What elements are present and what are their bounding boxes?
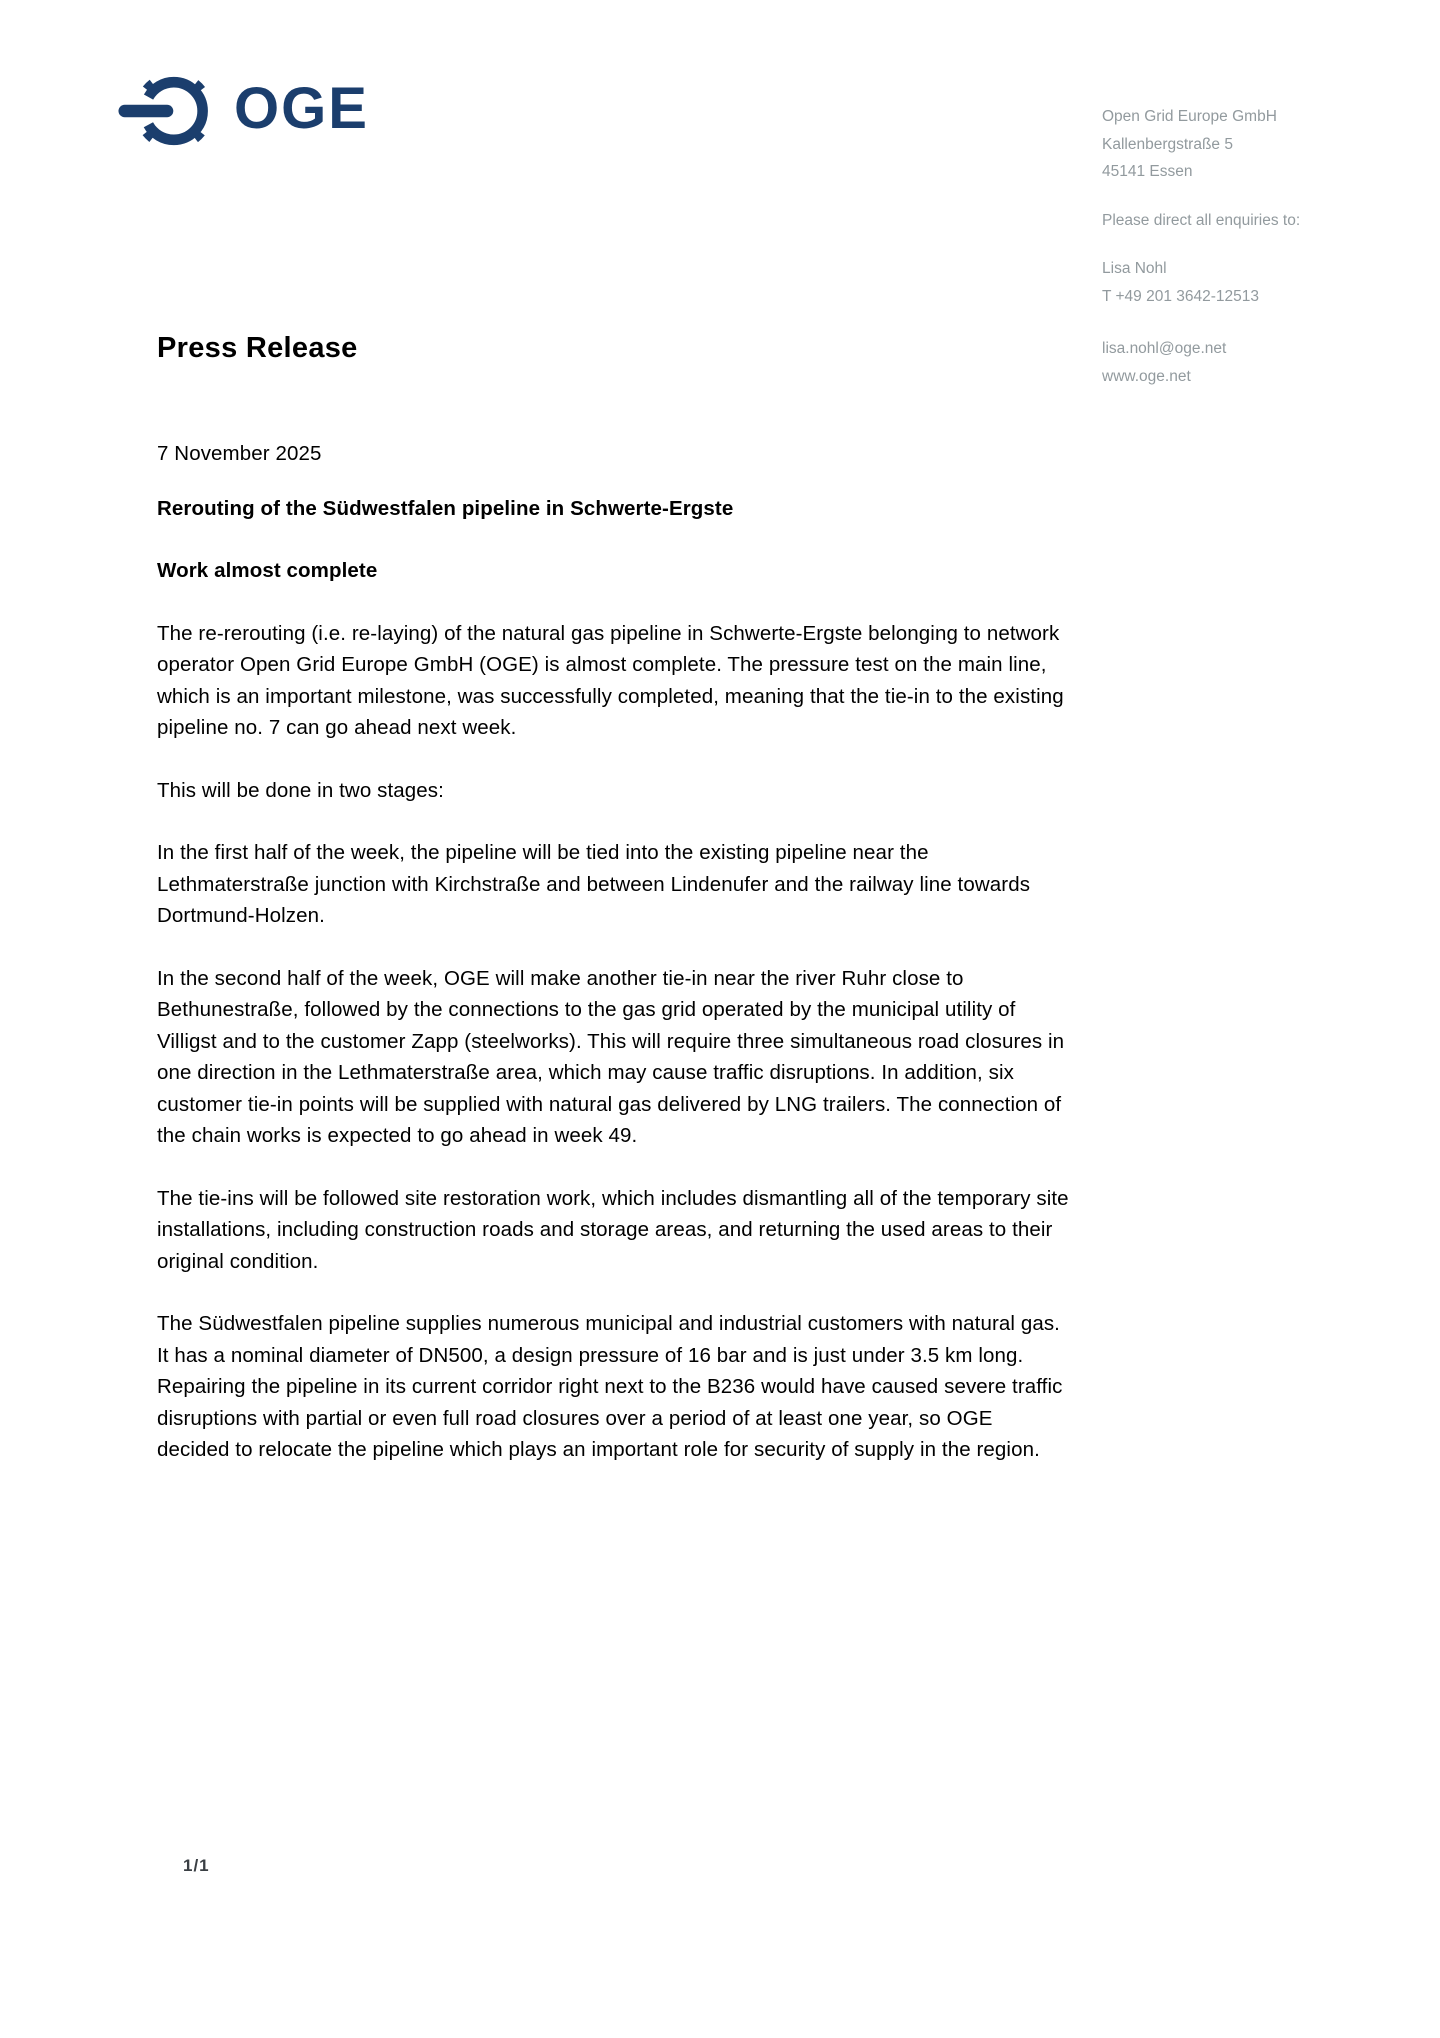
contact-person-name: Lisa Nohl bbox=[1102, 260, 1167, 277]
release-date: 7 November 2025 bbox=[157, 442, 322, 465]
oge-wordmark: OGE bbox=[234, 76, 369, 141]
body-paragraph: The re-rerouting (i.e. re-laying) of the natural gas pipeline in Schwerte-Ergste belonging to network operator Open Grid Europe GmbH (OGE) is almost complete. The pressure test on the main line, which is an important milestone, was successfully completed, meaning that the tie-in to the existing pipeline no. 7 can go ahead next week. bbox=[157, 621, 1064, 739]
contact-address-group bbox=[1102, 103, 1402, 186]
contact-block bbox=[1102, 103, 1402, 390]
contact-website: www.oge.net bbox=[1102, 367, 1191, 385]
body-paragraph: In the second half of the week, OGE will make another tie-in near the river Ruhr close to Bethunestraße, followed by the connections to the gas grid operated by the municipal utility of Villigst and to the customer Zapp (steelworks). This will require three simultaneous road closures in one direction in the Lethmaterstraße area, which may cause traffic disruptions. In addition, six customer tie-in points will be supplied with natural gas delivered by LNG trailers. The connection of the chain works is expected to go ahead in week 49. bbox=[157, 966, 1065, 1147]
headline: Rerouting of the Südwestfalen pipeline in Schwerte-Ergste bbox=[157, 496, 734, 520]
contact-phone: T +49 201 3642-12513 bbox=[1102, 287, 1260, 305]
contact-person-group bbox=[1102, 255, 1402, 310]
company-name: Open Grid Europe GmbH bbox=[1102, 108, 1277, 125]
pipeline-circle-icon bbox=[118, 66, 218, 156]
contact-enquiries-group bbox=[1102, 207, 1402, 235]
body-paragraph: The Südwestfalen pipeline supplies numerous municipal and industrial customers with natural gas. It has a nominal diameter of DN500, a design pressure of 16 bar and is just under 3.5 km long. Repairing the pipeline in its current corridor right next to the B236 would have caused severe traffic disruptions with partial or even full road closures over a period of at least one year, so OGE decided to relocate the pipeline which plays an important role for security of supply in the region. bbox=[157, 1312, 1063, 1461]
subheadline: Work almost complete bbox=[157, 559, 378, 582]
press-release-body bbox=[157, 438, 1069, 1497]
oge-logo bbox=[118, 66, 369, 156]
page-number: 1/1 bbox=[183, 1856, 210, 1875]
body-paragraph: This will be done in two stages: bbox=[157, 778, 444, 802]
company-street: Kallenbergstraße 5 bbox=[1102, 135, 1233, 153]
company-city: 45141 Essen bbox=[1102, 163, 1193, 180]
contact-online-group bbox=[1102, 335, 1402, 390]
body-paragraph: The tie-ins will be followed site restoration work, which includes dismantling all of the temporary site installations, including construction roads and storage areas, and returning the used areas to their original condition. bbox=[157, 1186, 1069, 1273]
enquiries-note: Please direct all enquiries to: bbox=[1102, 211, 1301, 229]
body-paragraph: In the first half of the week, the pipeline will be tied into the existing pipeline near the Lethmaterstraße junction with Kirchstraße and between Lindenufer and the railway line towards Dortmund-Holzen. bbox=[157, 841, 1031, 927]
press-release-title: Press Release bbox=[157, 332, 358, 364]
contact-email: lisa.nohl@oge.net bbox=[1102, 340, 1227, 357]
